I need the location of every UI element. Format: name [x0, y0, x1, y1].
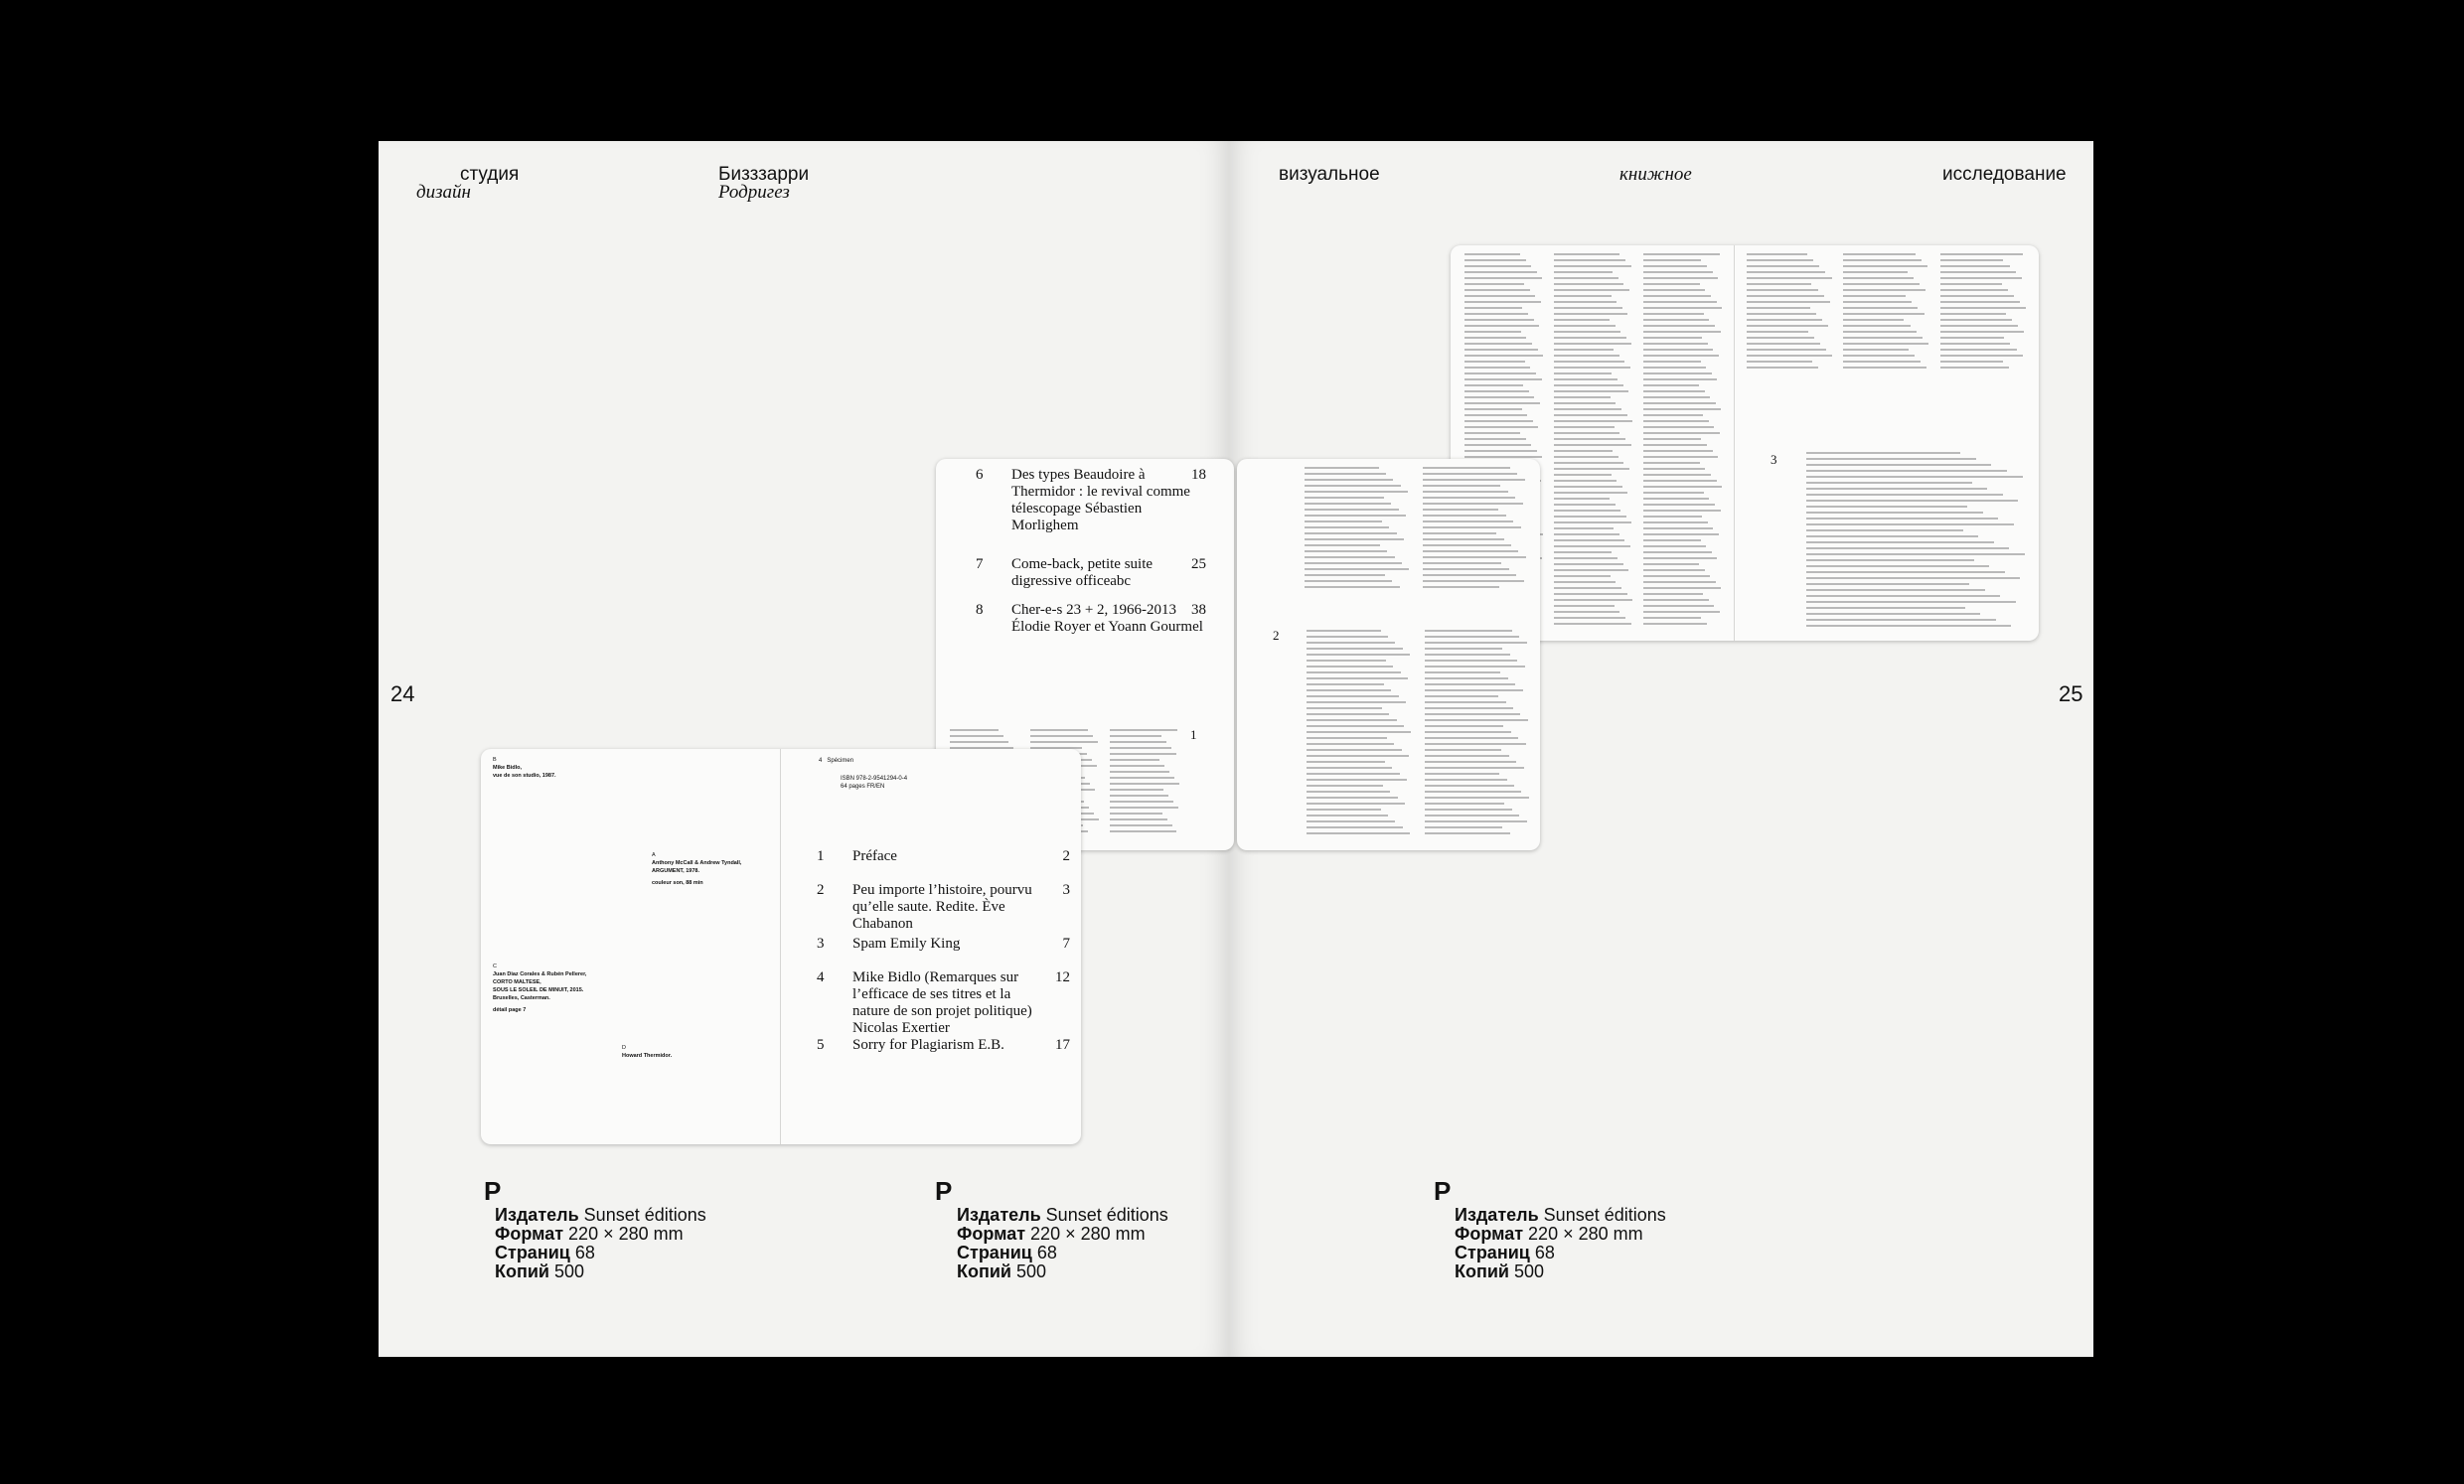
- header-name: Бизззарри: [718, 164, 810, 185]
- toc-page: 18: [1191, 467, 1206, 483]
- toc-number: 8: [976, 602, 984, 618]
- toc-page: 7: [1062, 936, 1070, 952]
- toc-page: 38: [1191, 602, 1206, 618]
- header-visual: визуальное: [1279, 164, 1380, 185]
- toc-title: Come-back, petite suite digressive officeabc: [1011, 556, 1154, 589]
- toc-number: 3: [817, 936, 825, 952]
- header-research: исследование: [1942, 164, 2067, 185]
- header-name-2: Родригез: [718, 182, 790, 203]
- image-note-line: détail page 7: [493, 1007, 527, 1013]
- text-column: [1423, 467, 1529, 596]
- toc-title: Préface: [852, 848, 897, 864]
- image-note-line: Juan Diaz Corales & Rubén Pellerer,: [493, 971, 587, 977]
- toc-title: Peu importe l’histoire, pourvu qu’elle saute. Redite. Ève Chabanon: [852, 882, 1032, 932]
- image-note-line: ARGUMENT, 1978.: [652, 868, 699, 874]
- header-book: книжное: [1619, 164, 1692, 185]
- table-of-contents: [817, 848, 1070, 1136]
- section-number: 3: [1771, 452, 1777, 467]
- text-column: [1940, 253, 2027, 372]
- toc-number: 6: [976, 467, 984, 483]
- text-column: [1425, 630, 1531, 838]
- publisher-mark-icon-3: P: [1434, 1176, 1452, 1206]
- image-note-line: Howard Thermidor.: [622, 1053, 673, 1059]
- body-text: [1806, 452, 2027, 631]
- page-number-right: 25: [2059, 681, 2083, 706]
- image-note-line: C: [493, 964, 497, 969]
- image-note-line: Bruxelles, Casterman.: [493, 995, 550, 1001]
- toc-number: 2: [817, 882, 825, 898]
- header-design: дизайн: [416, 182, 471, 203]
- text-column: [1307, 630, 1413, 838]
- image-note-line: D: [622, 1045, 626, 1051]
- table-of-contents: [976, 467, 1206, 695]
- section-number: 1: [1190, 727, 1197, 742]
- image-note-line: Mike Bidlo,: [493, 765, 523, 771]
- toc-page: 25: [1191, 556, 1206, 572]
- toc-title: Cher-e-s 23 + 2, 1966-2013 Élodie Royer et Yoann Gourmel: [1011, 602, 1203, 635]
- colophon-2: Издатель Sunset éditions Формат 220 × 280 mm Страниц 68 Копий 500: [957, 1205, 1168, 1281]
- text-column: [1554, 253, 1633, 631]
- image-note-line: CORTO MALTESE,: [493, 979, 541, 985]
- text-column: [1843, 253, 1929, 372]
- specimen-header: 4 Spécimen: [819, 758, 854, 764]
- image-note-line: couleur son, 88 min: [652, 880, 703, 886]
- book-spread-card-c: [1237, 459, 1540, 850]
- isbn-block: ISBN 978-2-9541294-0-4 64 pages FR/EN: [841, 776, 908, 790]
- toc-page: 12: [1055, 969, 1070, 985]
- text-column: [1305, 467, 1411, 596]
- toc-page: 2: [1062, 848, 1070, 864]
- image-note-line: Anthony McCall & Andrew Tyndall,: [652, 860, 742, 866]
- body-text: [1307, 630, 1530, 838]
- header-studio: студия: [460, 164, 520, 185]
- toc-title: Des types Beaudoire à Thermidor : le revival comme télescopage Sébastien Morlighem: [1011, 467, 1190, 533]
- toc-number: 7: [976, 556, 984, 572]
- publisher-mark-icon: P: [484, 1176, 502, 1206]
- toc-title: Mike Bidlo (Remarques sur l’efficace de ses titres et la nature de son projet politique) Nicolas Exertier: [852, 969, 1032, 1036]
- text-column: [1643, 253, 1723, 631]
- colophon-1: Издатель Sunset éditions Формат 220 × 280 mm Страниц 68 Копий 500: [495, 1205, 706, 1281]
- text-columns: [1747, 253, 2027, 372]
- text-columns: [1305, 467, 1528, 596]
- toc-page: 17: [1055, 1037, 1070, 1053]
- text-column: [1747, 253, 1833, 372]
- text-column: [1110, 729, 1180, 838]
- image-note-line: B: [493, 757, 497, 763]
- section-number: 2: [1273, 628, 1280, 643]
- toc-number: 4: [817, 969, 825, 985]
- image-note-line: vue de son studio, 1987.: [493, 773, 556, 779]
- book-spread-card-a: [481, 749, 1081, 1144]
- toc-title: Sorry for Plagiarism E.B.: [852, 1037, 1004, 1053]
- image-note-line: SOUS LE SOLEIL DE MINUIT, 2015.: [493, 987, 584, 993]
- toc-number: 5: [817, 1037, 825, 1053]
- toc-page: 3: [1062, 882, 1070, 898]
- image-notes: [493, 757, 771, 1134]
- toc-number: 1: [817, 848, 825, 864]
- publisher-mark-icon-2: P: [935, 1176, 953, 1206]
- page-number-left: 24: [390, 681, 415, 706]
- image-note-line: A: [652, 852, 656, 858]
- colophon-3: Издатель Sunset éditions Формат 220 × 280 mm Страниц 68 Копий 500: [1455, 1205, 1666, 1281]
- toc-title: Spam Emily King: [852, 936, 961, 952]
- text-column: [1806, 452, 2027, 631]
